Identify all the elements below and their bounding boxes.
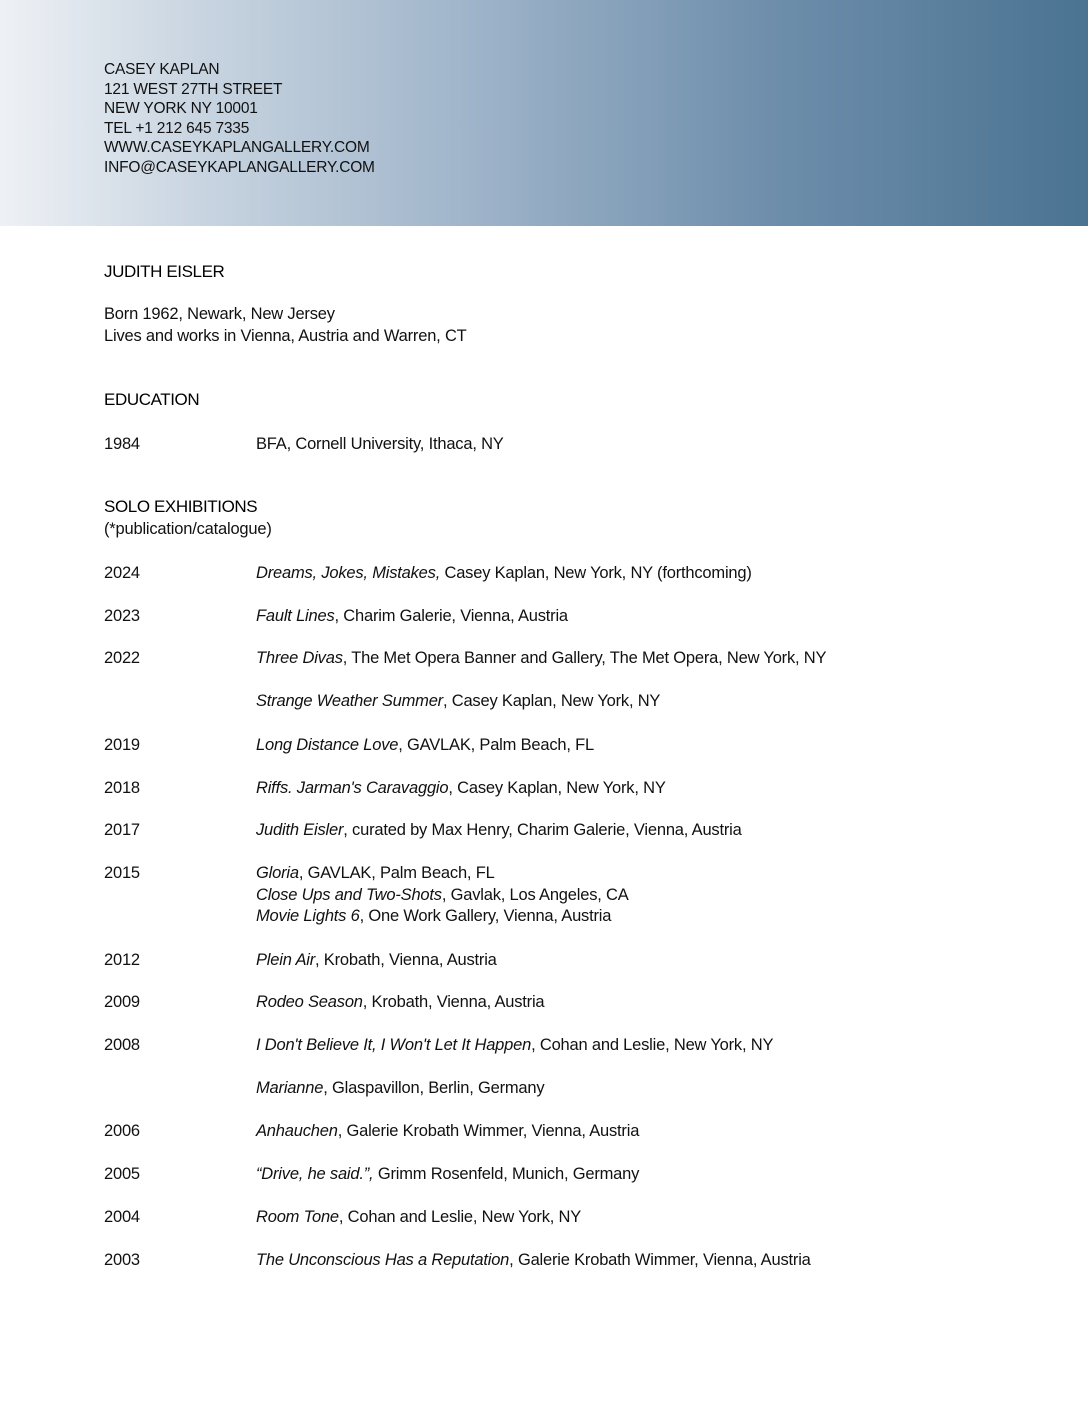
exhibition-venue: , Cohan and Leslie, New York, NY <box>338 1208 582 1226</box>
exhibition-entry <box>256 1120 639 1142</box>
exhibition-title: Three Divas <box>256 649 343 667</box>
exhibition-title: Judith Eisler <box>256 821 344 839</box>
exhibition-entry <box>256 734 594 756</box>
exhibition-entry <box>256 949 497 971</box>
artist-lives: Lives and works in Vienna, Austria and Warren, CT <box>104 327 467 345</box>
exhibition-year: 2012 <box>104 951 140 969</box>
gallery-website[interactable]: WWW.CASEYKAPLANGALLERY.COM <box>104 139 370 156</box>
exhibition-title: Riffs. Jarman's Caravaggio <box>256 779 449 797</box>
exhibition-entry <box>256 605 568 627</box>
exhibition-title: The Unconscious Has a Reputation <box>256 1251 510 1269</box>
exhibition-venue: Grimm Rosenfeld, Munich, Germany <box>373 1165 640 1183</box>
exhibition-title: Fault Lines <box>256 607 335 625</box>
exhibition-year: 2017 <box>104 821 140 839</box>
gallery-contact-block <box>104 60 375 177</box>
exhibition-venue: , Galerie Krobath Wimmer, Vienna, Austria <box>337 1122 640 1140</box>
exhibition-venue: , GAVLAK, Palm Beach, FL <box>298 864 495 882</box>
exhibition-year: 2004 <box>104 1208 140 1226</box>
exhibition-venue: , Krobath, Vienna, Austria <box>315 951 497 969</box>
exhibition-year: 2023 <box>104 607 140 625</box>
gallery-address-line2: NEW YORK NY 10001 <box>104 100 258 117</box>
artist-born: Born 1962, Newark, New Jersey <box>104 305 335 323</box>
exhibition-title: Movie Lights 6 <box>256 907 360 925</box>
exhibition-year: 2024 <box>104 564 140 582</box>
exhibition-year: 2008 <box>104 1036 140 1054</box>
exhibition-venue: , Casey Kaplan, New York, NY <box>442 692 661 710</box>
exhibition-title: Dreams, Jokes, Mistakes, <box>256 564 441 582</box>
exhibition-venue: , Glaspavillon, Berlin, Germany <box>323 1079 545 1097</box>
exhibition-venue: , The Met Opera Banner and Gallery, The Met Opera, New York, NY <box>342 649 827 667</box>
exhibition-title: I Don't Believe It, I Won't Let It Happen <box>256 1036 532 1054</box>
exhibition-venue: , Casey Kaplan, New York, NY <box>448 779 666 797</box>
exhibition-title: Rodeo Season <box>256 993 363 1011</box>
exhibition-entry <box>256 690 660 712</box>
exhibition-entry <box>256 777 666 799</box>
exhibition-venue: Casey Kaplan, New York, NY (forthcoming) <box>440 564 752 582</box>
exhibition-entry <box>256 1034 773 1056</box>
exhibition-year: 2005 <box>104 1165 140 1183</box>
exhibition-title: Anhauchen <box>256 1122 338 1140</box>
exhibition-title: Room Tone <box>256 1208 339 1226</box>
exhibition-title: Strange Weather Summer <box>256 692 443 710</box>
exhibition-entry <box>256 1077 544 1099</box>
exhibition-entry <box>256 1206 581 1228</box>
education-entry: BFA, Cornell University, Ithaca, NY <box>256 435 504 453</box>
exhibition-venue: , Charim Galerie, Vienna, Austria <box>334 607 568 625</box>
exhibition-title: “Drive, he said.”, <box>256 1165 374 1183</box>
exhibition-entry <box>256 562 752 584</box>
exhibition-entry <box>256 819 742 841</box>
exhibition-entry <box>256 991 544 1013</box>
exhibition-entry <box>256 884 629 906</box>
exhibition-year: 2015 <box>104 864 140 882</box>
gallery-email[interactable]: INFO@CASEYKAPLANGALLERY.COM <box>104 158 375 176</box>
solo-exhibitions-note: (*publication/catalogue) <box>104 520 272 538</box>
exhibition-year: 2009 <box>104 993 140 1011</box>
solo-exhibitions-heading: SOLO EXHIBITIONS <box>104 497 258 516</box>
exhibition-venue: , Galerie Krobath Wimmer, Vienna, Austria <box>509 1251 811 1269</box>
exhibition-entry <box>256 862 495 884</box>
exhibition-venue: , curated by Max Henry, Charim Galerie, Vienna, Austria <box>343 821 742 839</box>
exhibition-title: Close Ups and Two-Shots <box>256 886 442 904</box>
exhibition-year: 2003 <box>104 1251 140 1269</box>
exhibition-entry <box>256 1249 811 1271</box>
exhibition-entry <box>256 1163 639 1185</box>
exhibition-entry <box>256 905 611 927</box>
exhibition-title: Plein Air <box>256 951 316 969</box>
gallery-phone: TEL +1 212 645 7335 <box>104 119 250 137</box>
exhibition-venue: , Cohan and Leslie, New York, NY <box>531 1036 774 1054</box>
gallery-address-line1: 121 WEST 27TH STREET <box>104 80 283 98</box>
exhibition-title: Gloria <box>256 864 299 882</box>
exhibition-entry <box>256 647 826 669</box>
exhibition-title: Marianne <box>256 1079 324 1097</box>
exhibition-year: 2022 <box>104 649 140 667</box>
gallery-name: CASEY KAPLAN <box>104 61 220 78</box>
exhibition-venue: , Gavlak, Los Angeles, CA <box>441 886 629 904</box>
exhibition-year: 2018 <box>104 779 140 797</box>
exhibition-title: Long Distance Love <box>256 736 399 754</box>
exhibition-year: 2006 <box>104 1122 140 1140</box>
education-year: 1984 <box>104 435 140 453</box>
exhibition-venue: , One Work Gallery, Vienna, Austria <box>359 907 612 925</box>
exhibition-venue: , GAVLAK, Palm Beach, FL <box>398 736 594 754</box>
education-heading: EDUCATION <box>104 390 200 409</box>
exhibition-venue: , Krobath, Vienna, Austria <box>362 993 545 1011</box>
exhibition-year: 2019 <box>104 736 140 754</box>
artist-name: JUDITH EISLER <box>104 262 225 281</box>
